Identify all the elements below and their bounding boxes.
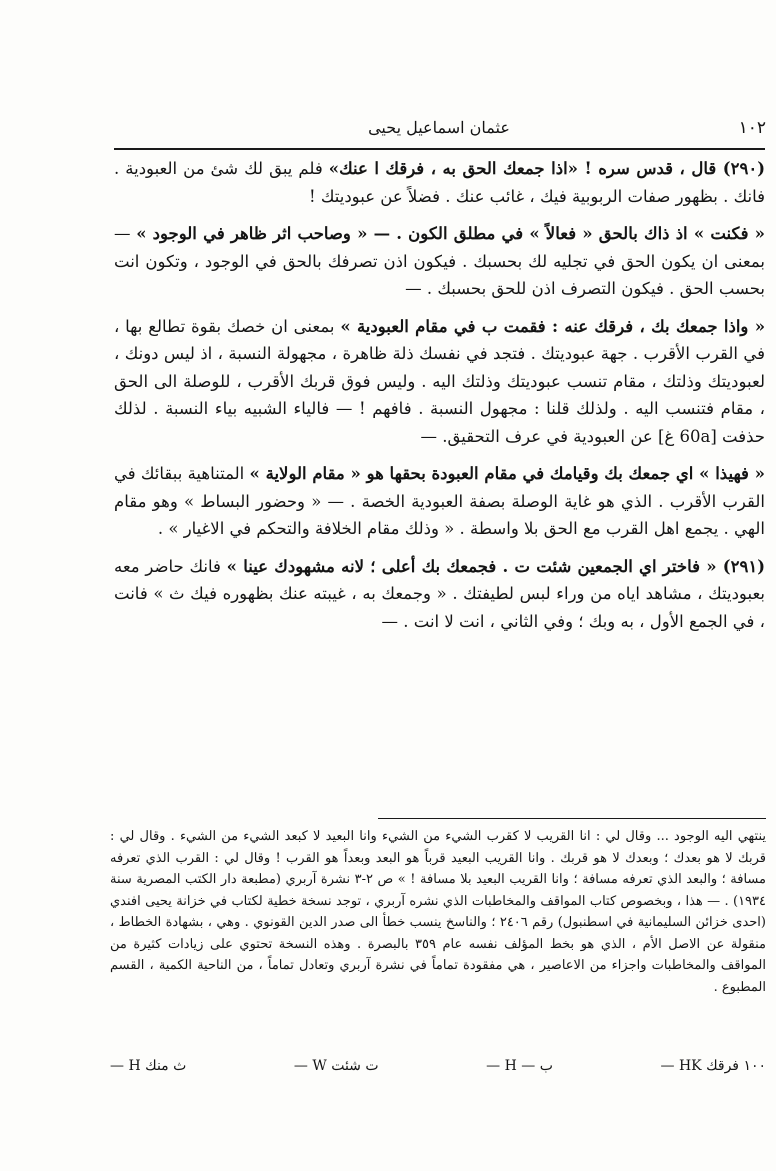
paragraph-lead: « واذا جمعك بك ، فرقك عنه : فقمت ب في مقام العبودية » xyxy=(340,316,766,336)
main-text xyxy=(114,155,765,645)
footnote-rule xyxy=(378,818,766,819)
paragraph xyxy=(114,220,765,303)
paragraph-text: فانك حاضر معه بعبوديتك ، مشاهد اياه من وراء لبس لطيفتك . « وجمعك به ، غيبته عنك بظهوره فيك ث » فانت ، في الجمع الأول ، به وبك ؛ وفي الثاني ، انت لا انت . — xyxy=(114,556,765,631)
header-rule xyxy=(114,148,765,150)
paragraph xyxy=(114,155,765,210)
paragraph-text: — بمعنى ان يكون الحق في تجليه لك بحسبك . فيكون اذن تصرفك بالحق في الوجود ، وتكون انت بحسب الحق . فيكون التصرف اذن للحق بحسبك . — xyxy=(114,224,765,298)
paragraph-lead: (٢٩١) « فاختر اي الجمعين شئت ت . فجمعك بك أعلى ؛ لانه مشهودك عينا » xyxy=(226,556,766,576)
paragraph-lead: « فهيذا » اي جمعك بك وقيامك في مقام العبودة بحقها هو « مقام الولاية » xyxy=(249,464,765,483)
paragraph xyxy=(114,460,765,543)
critical-apparatus xyxy=(110,1058,766,1080)
running-head: عثمان اسماعيل يحيى xyxy=(368,118,510,137)
paragraph-text: فلم يبق لك شئ من العبودية . فانك . بظهور صفات الربوبية فيك ، غائب عنك . فضلاً عن عبوديتك ! xyxy=(114,159,765,206)
page-header xyxy=(112,118,766,142)
apparatus-entry: ب — H — xyxy=(486,1058,553,1074)
footnote: ينتهي اليه الوجود ... وقال لي : انا القريب لا كقرب الشيء من الشيء وانا البعيد لا كبعد الشيء من الشيء . وقال لي : قربك لا هو بعدك ؛ وبعدك لا هو قربك . وانا القريب البعيد قرباً هو البعد وبعداً هو القرب ! وقال لي : القرب الذي تعرفه مسافة ؛ والبعد الذي تعرفه مسافة ؛ وانا القريب البعيد بلا مسافة ! » ص ٢-٣ نشرة آربري (مطبعة دار الكتب المصرية سنة ١٩٣٤) . — هذا ، وبخصوص كتاب المواقف والمخاطبات الذي نشره آربري ، توجد نسخة خطية لكتاب في خزانة يحيى افندي (احدى خزائن السليمانية في اسطنبول) رقم ٢٤٠٦ ؛ والناسخ ينسب خطأ الى صدر الدين القونوي . وهي ، بشهادة الخطاط ، منقولة عن الاصل الأم ، الذي هو بخط المؤلف نفسه عام ٣٥٩ بالبصرة . وهذه النسخة تحتوي على زيادات كثيرة من المواقف والمخاطبات واجزاء من الاعاصير ، هي مفقودة تماماً في نشرة آربري وتعادل تماماً ، من الناحية الكمية ، القسم المطبوع . xyxy=(110,829,767,995)
apparatus-entry: ت شئت W — xyxy=(293,1058,379,1074)
paragraph xyxy=(114,553,765,636)
paragraph-lead: (٢٩٠) قال ، قدس سره ! «اذا جمعك الحق به ، فرقك ا عنك» xyxy=(328,159,765,178)
paragraph-text: المتناهية ببقائك في القرب الأقرب . الذي هو غاية الوصلة بصفة العبودية الخصة . — « وحضور البساط » وهو مقام الهي . يجمع اهل القرب مع الحق بلا واسطة . « وذلك مقام الخلافة والتحكم في الاغيار » . xyxy=(114,464,765,538)
paragraph-text: بمعنى ان خصك بقوة تطالع بها ، في القرب الأقرب . جهة عبوديتك . فتجد في نفسك ذلة ظاهرة ، مجهولة النسبة ، اذ ليس دونك ، لعبوديتك وذلتك ، مقام تنسب عبوديتك وذلتك اليه . وليس فوق قربك الأقرب ، للوصلة الى الحق ، مقام فتنسب اليه . ولذلك قلنا : مجهول النسبة . فافهم ! — فالياء الشبيه بياء النسبة . لذلك حذفت [60a غ] عن العبودية في عرف التحقيق. — xyxy=(114,316,765,446)
paragraph xyxy=(114,313,765,451)
paragraph-lead: « فكنت » اذ ذاك بالحق « فعالاً » في مطلق الكون . — « وصاحب اثر ظاهر في الوجود » xyxy=(136,224,765,243)
apparatus-entry: ١٠٠ فرقك HK — xyxy=(660,1058,766,1074)
apparatus-entry: ث منك H — xyxy=(110,1058,187,1074)
page-number: ١٠٢ xyxy=(738,118,766,138)
